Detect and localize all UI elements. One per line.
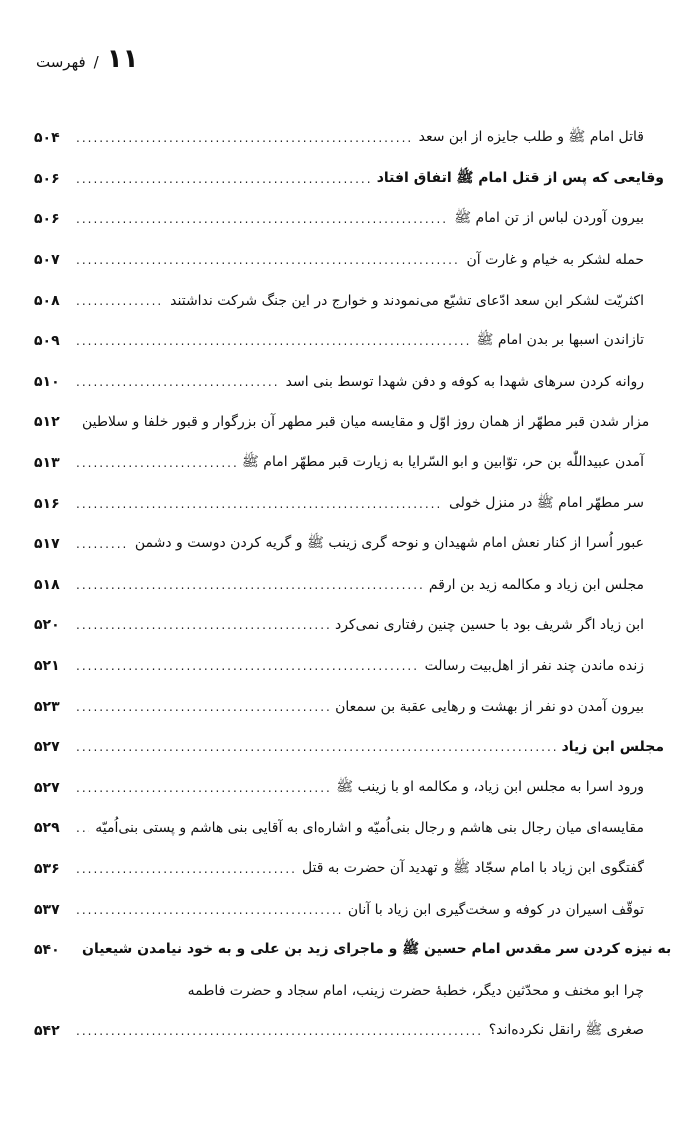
toc-entry	[34, 199, 664, 240]
toc-page-number: ۵۲۷	[34, 779, 60, 796]
toc-entry-title: به نیزه کردن سر مقدس امام حسین ﷺ و ماجرای زید بن علی و به خود نیامدن شیعیان	[82, 941, 672, 958]
toc-page-number: ۵۴۲	[34, 1023, 60, 1040]
leader-dots	[76, 537, 129, 551]
toc-entry	[34, 970, 664, 1011]
toc-entry	[34, 849, 664, 890]
toc-page-number: ۵۲۷	[34, 739, 60, 756]
toc-page-number: ۵۳۷	[34, 901, 60, 918]
toc-page-number: ۵۲۳	[34, 698, 60, 715]
toc-page-number: ۵۱۶	[34, 495, 60, 512]
toc-entry	[34, 483, 664, 524]
leader-dots	[76, 294, 164, 308]
toc-entry	[34, 930, 672, 971]
toc-page-number: ۵۲۹	[34, 820, 60, 837]
toc-entry-title: وقایعی که پس از قتل امام ﷺ اتفاق افتاد	[376, 169, 664, 186]
toc-entry-title: مجلس ابن زیاد	[561, 739, 664, 756]
toc-entry	[34, 889, 664, 930]
toc-entry-title: صغری ﷺ رانقل نکرده‌اند؟	[488, 1022, 644, 1039]
toc-entry	[34, 362, 664, 403]
toc-entry	[34, 768, 664, 809]
toc-page-number: ۵۰۹	[34, 333, 60, 350]
leader-dots	[76, 172, 371, 186]
toc-entry-title: قاتل امام ﷺ و طلب جایزه از ابن سعد	[418, 129, 644, 146]
leader-dots	[76, 334, 470, 348]
toc-entry-title: بیرون آمدن دو نفر از بهشت و رهایی عقبة بن سمعان	[335, 698, 644, 715]
toc-page-number: ۵۱۳	[34, 455, 60, 472]
leader-dots	[76, 740, 556, 754]
toc-entry	[34, 118, 664, 159]
toc-page-number: ۵۰۶	[34, 211, 60, 228]
toc-entry	[34, 443, 664, 484]
leader-dots	[76, 618, 329, 632]
leader-dots	[76, 578, 423, 592]
page-title: فهرست	[36, 53, 86, 71]
leader-dots	[76, 456, 236, 470]
toc-entry	[34, 686, 664, 727]
toc-page-number: ۵۱۸	[34, 576, 60, 593]
toc-entry-title: مزار شدن قبر مطهّر از همان روز اوّل و مقایسه میان قبر مطهر آن بزرگوار و قبور خلفا و سلاطین	[82, 414, 650, 431]
leader-dots	[76, 903, 342, 917]
leader-dots	[76, 212, 448, 226]
toc-entry	[34, 605, 664, 646]
toc-entry	[34, 646, 664, 687]
toc-entry-title: گفتگوی ابن زیاد با امام سجّاد ﷺ و تهدید آن حضرت به قتل	[301, 859, 644, 876]
leader-dots	[76, 253, 461, 267]
toc-page-number: ۵۰۷	[34, 252, 60, 269]
page-number: ١١	[106, 44, 139, 74]
toc-entry-title: ورود اسرا به مجلس ابن زیاد، و مکالمه او با زینب ﷺ	[336, 778, 644, 795]
toc-entry	[34, 727, 664, 768]
toc-entry-title: اکثریّت لشکر ابن سعد ادّعای تشیّع می‌نمودند و خوارج در این جنگ شرکت نداشتند	[170, 292, 644, 309]
toc-entry	[34, 402, 664, 443]
toc-entry	[34, 524, 664, 565]
table-of-contents	[34, 118, 672, 1052]
toc-page-number: ۵۴۰	[34, 942, 60, 959]
leader-dots	[76, 659, 419, 673]
toc-entry	[34, 1011, 664, 1052]
toc-page-number: ۵۲۰	[34, 617, 60, 634]
toc-entry-title: توقّف اسیران در کوفه و سخت‌گیری ابن زیاد با آنان	[347, 901, 644, 918]
toc-entry-title: چرا ابو مخنف و محدّثین دیگر، خطبهٔ حضرت زینب، امام سجاد و حضرت فاطمه	[187, 982, 644, 999]
leader-dots	[76, 497, 443, 511]
leader-dots	[76, 1024, 483, 1038]
leader-dots	[76, 131, 413, 145]
toc-entry-title: زنده ماندن چند نفر از اهل‌بیت رسالت	[424, 658, 644, 675]
leader-dots	[76, 700, 329, 714]
toc-entry	[34, 808, 664, 849]
toc-entry-title: سر مطهّر امام ﷺ در منزل خولی	[449, 494, 644, 511]
toc-page-number: ۵۰۴	[34, 130, 60, 147]
toc-entry-title: حمله لشکر به خیام و غارت آن	[466, 252, 644, 269]
leader-dots	[76, 821, 89, 835]
toc-page-number: ۵۳۶	[34, 860, 60, 877]
toc-entry	[34, 240, 664, 281]
toc-entry-title: روانه کردن سرهای شهدا به کوفه و دفن شهدا توسط بنی اسد	[285, 373, 644, 390]
toc-page-number: ۵۰۸	[34, 292, 60, 309]
toc-entry-title: بیرون آوردن لباس از تن امام ﷺ	[454, 210, 644, 227]
leader-dots	[76, 862, 296, 876]
toc-page-number: ۵۲۱	[34, 658, 60, 675]
toc-entry	[34, 565, 664, 606]
toc-entry-title: مقایسه‌ای میان رجال بنی هاشم و رجال بنی‌اُمیّه و اشاره‌ای به آقایی بنی هاشم و پستی بنی‌اُمیّه	[95, 820, 644, 837]
toc-entry-title: آمدن عبیداللّٰه بن حر، توّابین و ابو السّرایا به زیارت قبر مطهّر امام ﷺ	[241, 454, 644, 471]
toc-page-number: ۵۱۷	[34, 536, 60, 553]
toc-page-number: ۵۱۰	[34, 373, 60, 390]
toc-entry	[34, 321, 664, 362]
toc-entry-title: مجلس ابن زیاد و مکالمه زید بن ارقم	[428, 576, 644, 593]
leader-dots	[76, 781, 330, 795]
toc-entry-title: عبور اُسرا از کنار نعش امام شهیدان و نوحه گری زینب ﷺ و گریه کردن دوست و دشمن	[134, 535, 644, 552]
toc-entry-title: ابن زیاد اگر شریف بود با حسین چنین رفتاری نمی‌کرد	[334, 617, 644, 634]
toc-page-number: ۵۰۶	[34, 170, 60, 187]
toc-entry	[34, 280, 664, 321]
toc-page-number: ۵۱۲	[34, 414, 60, 431]
page-header	[36, 44, 138, 74]
leader-dots	[76, 375, 280, 389]
header-separator: /	[93, 53, 99, 71]
toc-entry-title: تازاندن اسبها بر بدن امام ﷺ	[476, 332, 644, 349]
toc-entry	[34, 159, 664, 200]
